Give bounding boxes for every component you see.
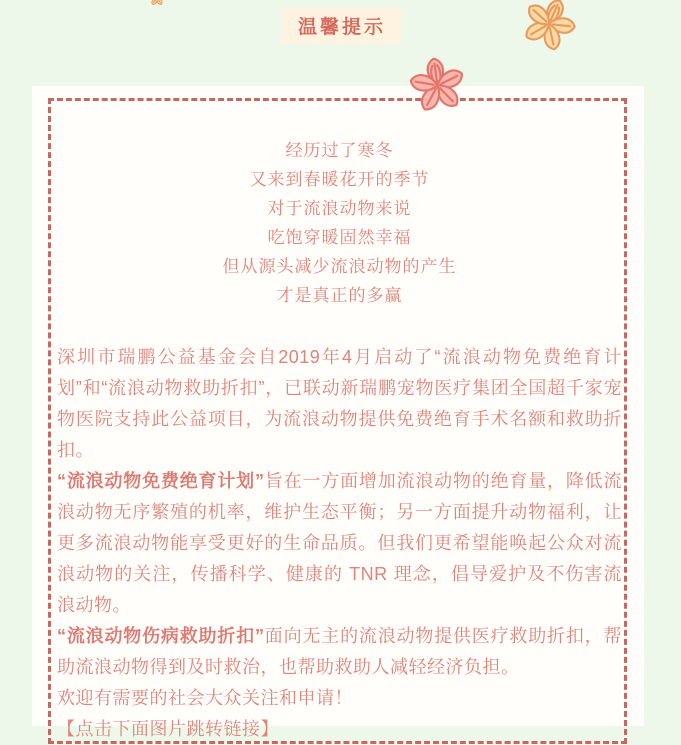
body-paragraphs: [57, 342, 622, 745]
paragraph: [57, 466, 622, 621]
poem-line: 又来到春暖花开的季节: [249, 170, 430, 189]
poem: [57, 136, 622, 310]
poem-line: 吃饱穿暖固然幸福: [267, 228, 412, 247]
poem-line: 对于流浪动物来说: [267, 199, 412, 218]
card-content: [32, 86, 644, 745]
poem-line: 经历过了寒冬: [285, 141, 394, 160]
warm-tips-badge: 温馨提示: [281, 8, 400, 44]
paragraph-text: 面向无主的流浪动物提供医疗救助折扣，帮助流浪动物得到及时救治，也帮助救助人减轻经济负担。: [57, 626, 622, 677]
paragraph-text: 【点击下面图片跳转链接】: [57, 719, 279, 739]
content-card: [32, 86, 644, 739]
orange-flower-icon: [501, 0, 597, 67]
paragraph: [57, 714, 622, 745]
poem-line: 但从源头减少流浪动物的产生: [222, 257, 457, 276]
poem-line: 才是真正的多赢: [276, 286, 403, 305]
paragraph: [57, 683, 622, 714]
paragraph: [57, 342, 622, 466]
paragraph-text: 旨在一方面增加流浪动物的绝育量，降低流浪动物无序繁殖的机率，维护生态平衡；另一方面提升动物福利，让更多流浪动物能享受更好的生命品质。但我们更希望能唤起公众对流浪动物的关注，传播科学、健康的 TNR 理念，倡导爱护及不伤害流浪动物。: [57, 471, 622, 615]
highlighted-term: “流浪动物伤病救助折扣”: [57, 626, 265, 646]
orange-flower-partial-icon: [148, 0, 166, 7]
paragraph: [57, 621, 622, 683]
paragraph-text: 深圳市瑞鹏公益基金会自2019年4月启动了“流浪动物免费绝育计划”和“流浪动物救助折扣”，已联动新瑞鹏宠物医疗集团全国超千家宠物医院支持此公益项目，为流浪动物提供免费绝育手术名额和救助折扣。: [57, 347, 622, 460]
highlighted-term: “流浪动物免费绝育计划”: [57, 471, 265, 491]
paragraph-text: 欢迎有需要的社会大众关注和申请！: [57, 688, 353, 708]
